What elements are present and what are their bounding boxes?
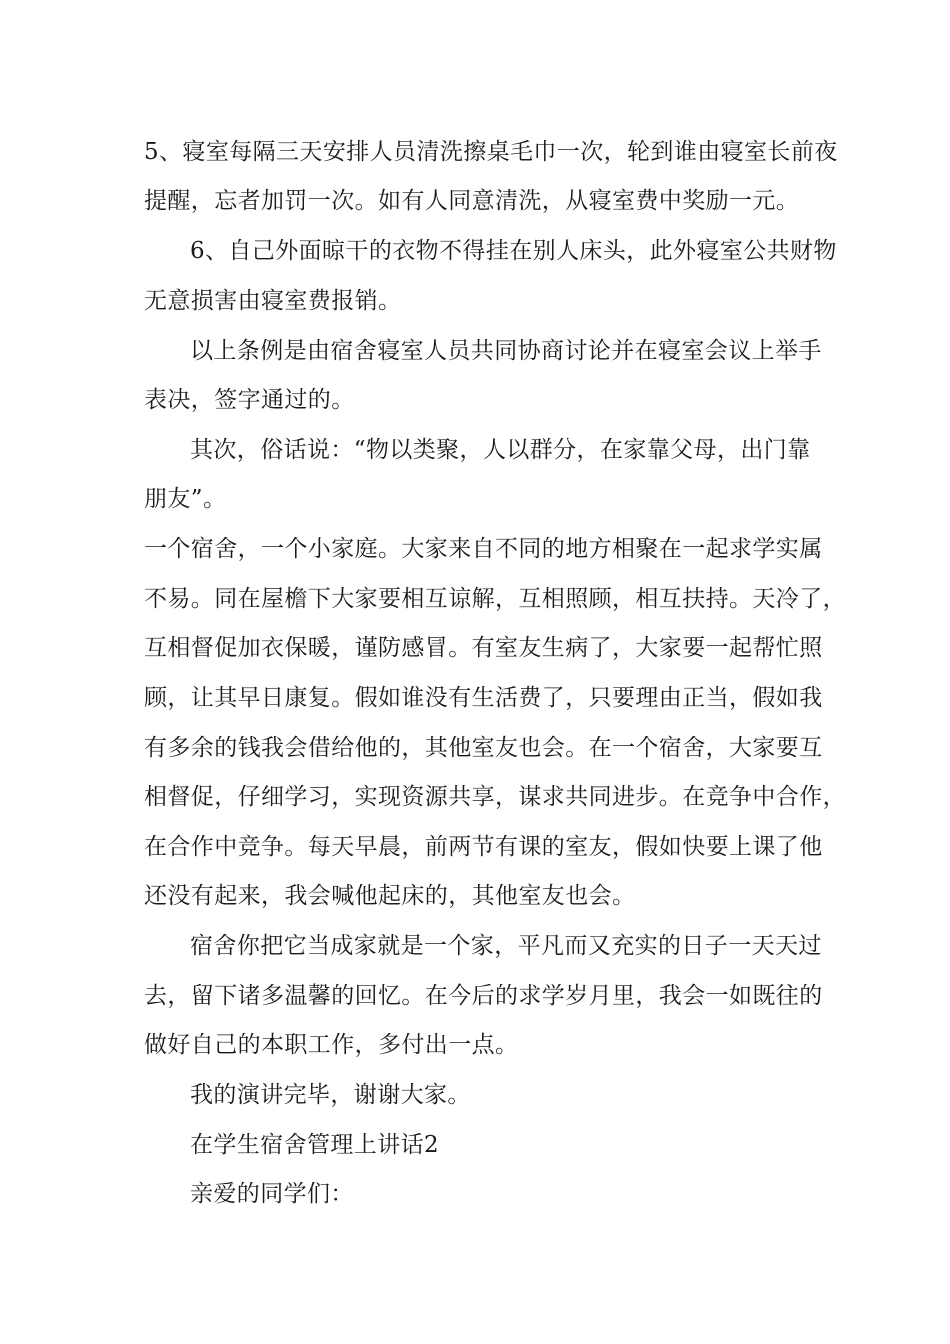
text-line: 一个宿舍，一个小家庭。大家来自不同的地方相聚在一起求学实属 [144, 536, 823, 562]
text-line: 相督促，仔细学习，实现资源共享，谋求共同进步。在竞争中合作， [144, 784, 846, 810]
text-line: 6、自己外面晾干的衣物不得挂在别人床头，此外寝室公共财物 [190, 238, 837, 264]
text-line: 无意损害由寝室费报销。 [144, 288, 402, 314]
text-line: 有多余的钱我会借给他的，其他室友也会。在一个宿舍，大家要互 [144, 735, 823, 761]
text-line: 互相督促加衣保暖，谨防感冒。有室友生病了，大家要一起帮忙照 [144, 635, 823, 661]
text-line: 去，留下诸多温馨的回忆。在今后的求学岁月里，我会一如既往的 [144, 983, 823, 1009]
text-line: 宿舍你把它当成家就是一个家，平凡而又充实的日子一天天过 [190, 933, 822, 959]
text-line: 其次，俗话说：“物以类聚，人以群分，在家靠父母，出门靠 [190, 437, 811, 463]
text-line: 以上条例是由宿舍寝室人员共同协商讨论并在寝室会议上举手 [190, 338, 822, 364]
text-line: 还没有起来，我会喊他起床的，其他室友也会。 [144, 883, 636, 909]
section-heading: 在学生宿舍管理上讲话2 [190, 1132, 440, 1158]
text-line: 5、寝室每隔三天安排人员清洗擦桌毛巾一次，轮到谁由寝室长前夜 [144, 139, 838, 165]
text-line: 朋友”。 [144, 486, 227, 512]
text-line: 做好自己的本职工作，多付出一点。 [144, 1032, 519, 1058]
text-line: 顾，让其早日康复。假如谁没有生活费了，只要理由正当，假如我 [144, 685, 823, 711]
text-line: 在合作中竞争。每天早晨，前两节有课的室友，假如快要上课了他 [144, 834, 823, 860]
salutation: 亲爱的同学们： [190, 1181, 354, 1207]
text-line: 我的演讲完毕，谢谢大家。 [190, 1082, 471, 1108]
text-line: 不易。同在屋檐下大家要相互谅解，互相照顾，相互扶持。天冷了， [144, 586, 846, 612]
text-line: 提醒，忘者加罚一次。如有人同意清洗，从寝室费中奖励一元。 [144, 188, 800, 214]
text-line: 表决，签字通过的。 [144, 387, 355, 413]
